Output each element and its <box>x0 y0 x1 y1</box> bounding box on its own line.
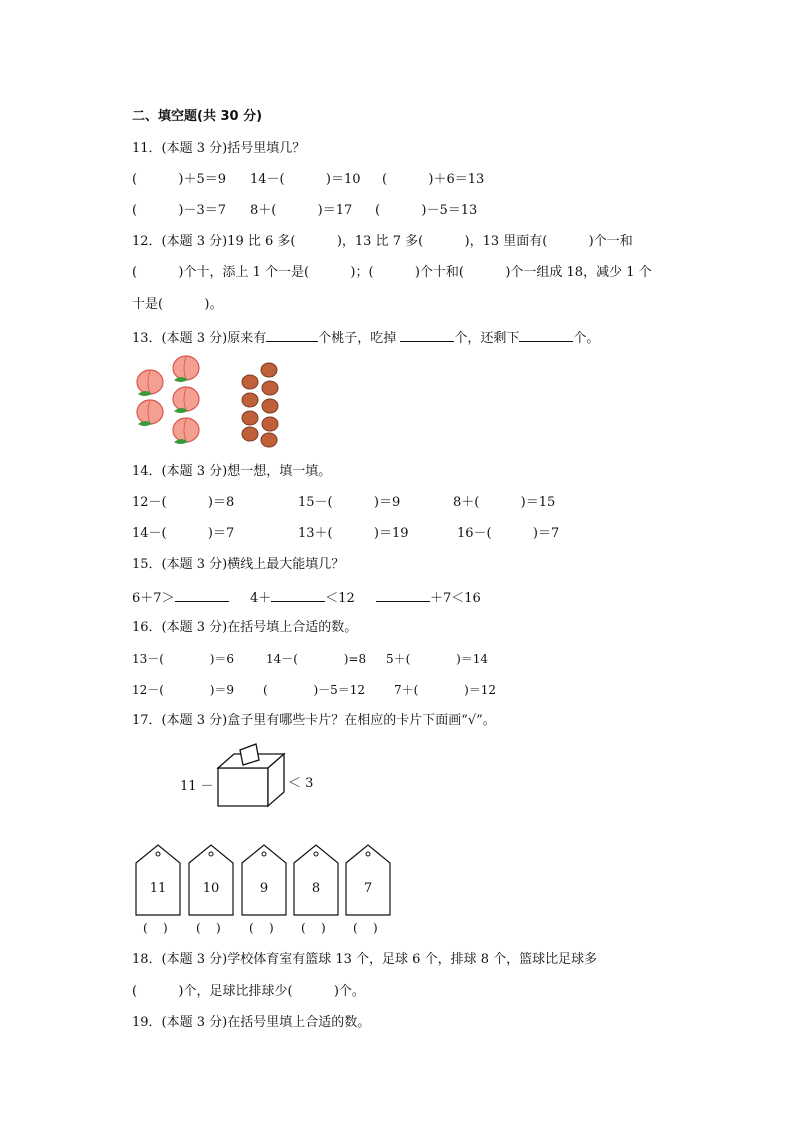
q15-b <box>250 588 355 608</box>
q19-stem: 19．(本题 3 分)在括号里填上合适的数。 <box>132 1015 371 1030</box>
q16-r2-c1: 12－( )＝9 <box>132 683 235 697</box>
peach-icon <box>173 356 199 382</box>
peach-pit-icon <box>261 363 277 377</box>
q11-r2-c1: ( )－3＝7 <box>132 203 227 218</box>
q17-stem: 17．(本题 3 分)盒子里有哪些卡片？在相应的卡片下面画“√”。 <box>132 713 496 728</box>
card-number: 7 <box>363 881 373 896</box>
q16-stem: 16．(本题 3 分)在括号填上合适的数。 <box>132 620 358 635</box>
peach-pit-icon <box>242 427 258 441</box>
card-answer-mark[interactable]: ( ) <box>143 921 168 935</box>
q16-r1-c2: 14－( )=8 <box>266 652 367 666</box>
peach-pit-icon <box>242 411 258 425</box>
q14-r1-c3: 8＋( )＝15 <box>453 495 556 510</box>
card-answer-mark[interactable]: ( ) <box>353 921 378 935</box>
card[interactable] <box>344 843 392 917</box>
q12-line1: 12．(本题 3 分)19 比 6 多( )，13 比 7 多( )，13 里面有( )个一和 <box>132 234 633 249</box>
card-number: 9 <box>259 881 269 896</box>
q16-r2-c2: ( )－5＝12 <box>263 683 366 697</box>
q12-line3: 十是( )。 <box>132 297 223 312</box>
card[interactable] <box>292 843 340 917</box>
q18-line1: 18．(本题 3 分)学校体育室有篮球 13 个，足球 6 个，排球 8 个，篮球比足球多 <box>132 952 598 967</box>
q14-r1-c2: 15－( )＝9 <box>298 495 401 510</box>
q13-blank-eaten[interactable] <box>400 328 454 342</box>
card[interactable] <box>240 843 288 917</box>
peaches-illustration <box>132 354 292 450</box>
q16-r2-c3: 7＋( )＝12 <box>394 683 497 697</box>
card-number: 11 <box>149 881 167 896</box>
q13-part4: 个。 <box>573 331 600 346</box>
q11-r1-c1: ( )＋5＝9 <box>132 172 227 187</box>
card-number: 10 <box>202 881 220 896</box>
q15-a-prefix: 6＋7＞ <box>132 591 175 606</box>
q15-a <box>132 588 229 608</box>
q14-r1-c1: 12－( )＝8 <box>132 495 235 510</box>
peach-pit-icon <box>242 393 258 407</box>
card-answer-mark[interactable]: ( ) <box>301 921 326 935</box>
q14-r2-c1: 14－( )＝7 <box>132 526 235 541</box>
q15-stem: 15．(本题 3 分)横线上最大能填几？ <box>132 557 345 572</box>
q15-c <box>376 588 481 608</box>
q16-r1-c1: 13－( )＝6 <box>132 652 235 666</box>
q13-blank-total[interactable] <box>266 328 318 342</box>
q13-blank-left[interactable] <box>519 328 573 342</box>
card-number: 8 <box>311 881 321 896</box>
box-icon <box>214 740 290 810</box>
q17-right-expr: ＜ 3 <box>288 776 314 791</box>
q11-r2-c2: 8＋( )＝17 <box>250 203 353 218</box>
card-answer-mark[interactable]: ( ) <box>196 921 221 935</box>
q14-r2-c2: 13＋( )＝19 <box>298 526 409 541</box>
q13-part2: 个桃子，吃掉 <box>318 331 401 346</box>
q13-part1: 13．(本题 3 分)原来有 <box>132 331 267 346</box>
peach-pit-icon <box>262 417 278 431</box>
q15-c-blank[interactable] <box>376 588 430 602</box>
peach-pit-icon <box>262 381 278 395</box>
peach-pit-icon <box>261 433 277 447</box>
card[interactable] <box>187 843 235 917</box>
q12-line2: ( )个十，添上 1 个一是( )；( )个十和( )个一组成 18，减少 1 个 <box>132 265 652 280</box>
peach-icon <box>137 400 163 426</box>
q17-left-expr: 11 － <box>180 779 214 794</box>
q14-stem: 14．(本题 3 分)想一想，填一填。 <box>132 464 332 479</box>
q13-line <box>132 328 599 348</box>
peach-icon <box>173 418 199 444</box>
q15-c-suffix: ＋7＜16 <box>430 591 481 606</box>
peach-pit-icon <box>262 399 278 413</box>
q15-a-blank[interactable] <box>175 588 229 602</box>
q15-b-suffix: ＜12 <box>325 591 355 606</box>
peach-icon <box>173 387 199 413</box>
card-answer-mark[interactable]: ( ) <box>249 921 274 935</box>
section-title: 二、填空题(共 30 分) <box>132 109 263 124</box>
q16-r1-c3: 5＋( )＝14 <box>386 652 489 666</box>
q15-b-prefix: 4＋ <box>250 591 272 606</box>
q11-r2-c3: ( )－5＝13 <box>375 203 478 218</box>
q13-part3: 个，还剩下 <box>454 331 520 346</box>
q11-r1-c3: ( )＋6＝13 <box>382 172 485 187</box>
q11-r1-c2: 14－( )＝10 <box>250 172 361 187</box>
q18-line2: ( )个，足球比排球少( )个。 <box>132 984 365 999</box>
card[interactable] <box>134 843 182 917</box>
q14-r2-c3: 16－( )＝7 <box>457 526 560 541</box>
q15-b-blank[interactable] <box>271 588 325 602</box>
q11-stem: 11．(本题 3 分)括号里填几？ <box>132 141 306 156</box>
peach-pit-icon <box>242 375 258 389</box>
peach-icon <box>137 370 163 396</box>
